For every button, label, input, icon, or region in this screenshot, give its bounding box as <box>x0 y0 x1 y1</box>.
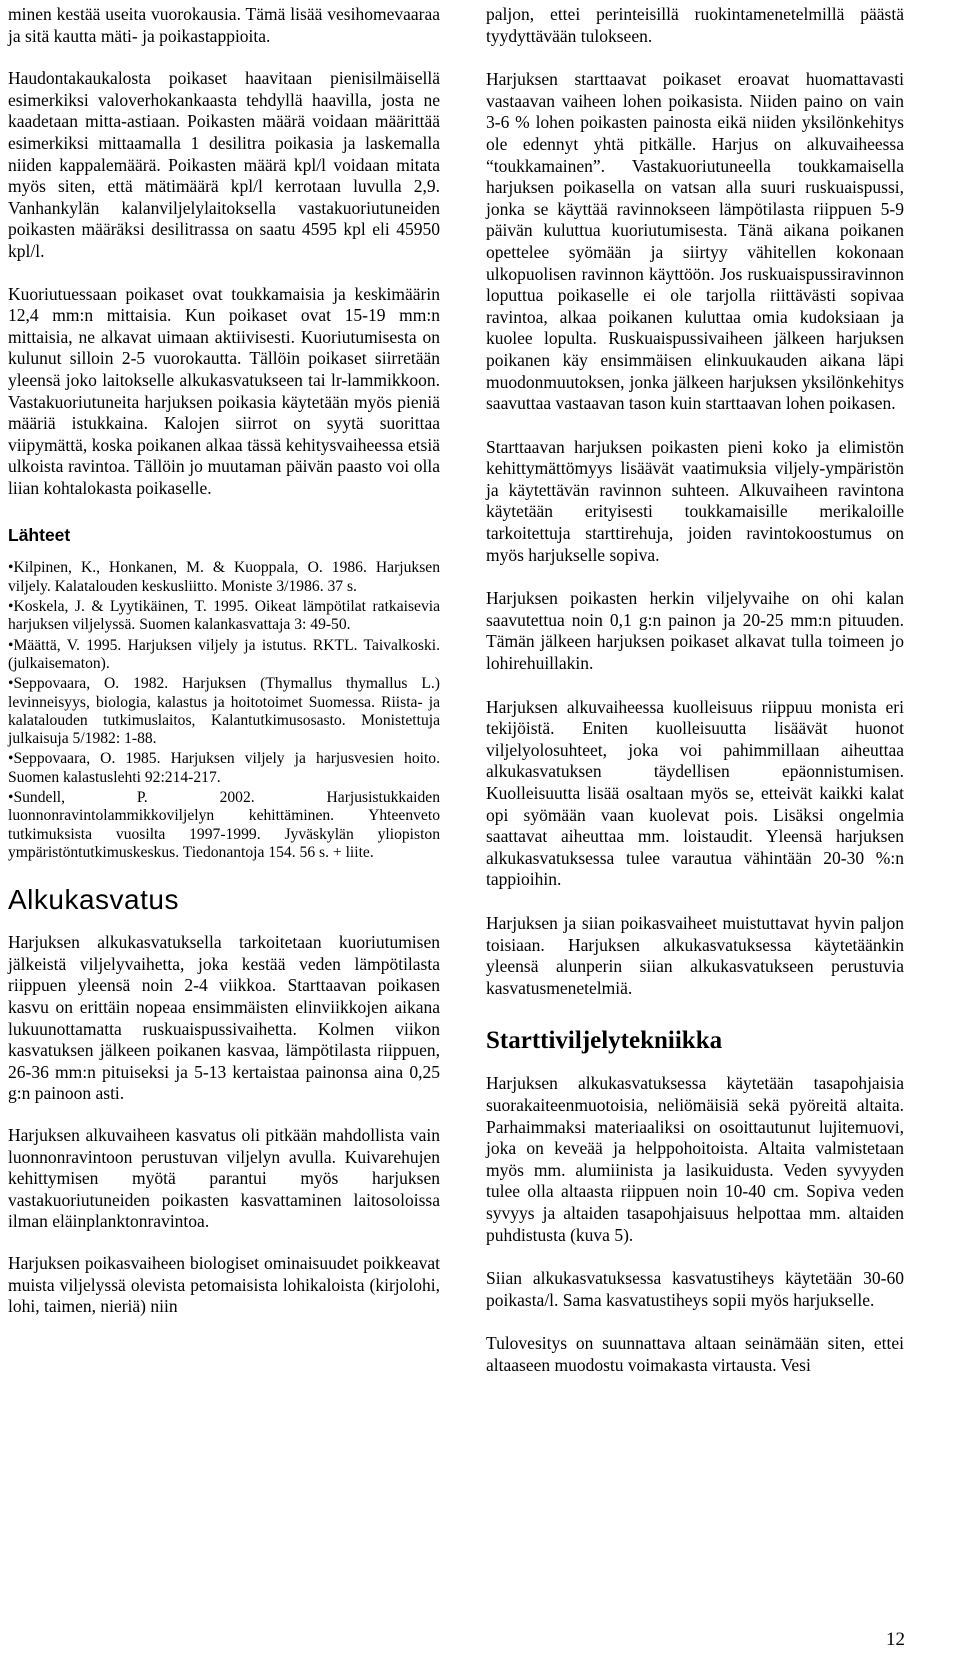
reference-item: •Seppovaara, O. 1982. Harjuksen (Thymallus thymallus L.) levinneisyys, biologia, kalastus ja hoitotoimet Suomessa. Riista- ja kalatalouden tutkimuslaitos, Kalantutkimusosasto. Monistettuja julkaisuja 5/1982: 1-88. <box>8 675 440 748</box>
paragraph: Kuoriutuessaan poikaset ovat toukkamaisia ja keskimäärin 12,4 mm:n mittaisia. Kun poikaset ovat 15-19 mm:n mittaisia, ne alkavat uimaan aktiivisesti. Kuoriutumisesta on kulunut silloin 2-5 vuorokautta. Tällöin poikaset siirretään yleensä joko laitokselle alkukasvatukseen tai lr-lammikkoon. Vastakuoriutuneita harjuksen poikasia käytetään myös pieniä määriä istukkaina. Kalojen siirrot on syytä suorittaa viipymättä, koska poikanen alkaa tässä kehitysvaiheessa etsiä ulkoista ravintoa. Tällöin jo muutaman päivän paasto voi olla liian kohtalokasta poikaselle. <box>8 283 440 498</box>
paragraph: Harjuksen alkuvaiheen kasvatus oli pitkään mahdollista vain luonnonravintoon perustuvan viljelyn avulla. Kuivarehujen kehittymisen myötä parantui myös harjuksen vastakuoriutuneiden poikasten kasvattaminen laitosoloissa ilman eläinplanktonravintoa. <box>8 1124 440 1232</box>
paragraph: Siian alkukasvatuksessa kasvatustiheys käytetään 30-60 poikasta/l. Sama kasvatustiheys sopii myös harjukselle. <box>486 1268 904 1310</box>
paragraph: Haudontakaukalosta poikaset haavitaan pienisilmäisellä esimerkiksi valoverhokankaasta tehdyllä haavilla, josta ne kaadetaan mitta-astiaan. Poikasten määrä voidaan määrittää esimerkiksi mittaamalla 1 desilitra poikasia ja laskemalla niiden kappalemäärä. Poikasten määrä kpl/l voidaan mitata myös siten, että mätimäärä kpl/l kerrotaan luvulla 2,9. Vanhankylän kalanviljelylaitoksella vastakuoriutuneiden poikasten määräksi desilitrassa on saatu 4595 kpl eli 45950 kpl/l. <box>8 68 440 261</box>
section-heading: Starttiviljelytekniikka <box>486 1027 723 1055</box>
page-number: 12 <box>886 1629 905 1650</box>
reference-item: •Seppovaara, O. 1985. Harjuksen viljely ja harjusvesien hoito. Suomen kalastuslehti 92:214-217. <box>8 750 440 786</box>
references-heading: Lähteet <box>8 525 71 546</box>
reference-item: •Määttä, V. 1995. Harjuksen viljely ja istutus. RKTL. Taivalkoski. (julkaisematon). <box>8 636 440 672</box>
reference-item: •Koskela, J. & Lyytikäinen, T. 1995. Oikeat lämpötilat ratkaisevia harjuksen viljelyssä. Suomen kalankasvattaja 3: 49-50. <box>8 598 440 634</box>
reference-list <box>8 559 440 862</box>
paragraph: minen kestää useita vuorokausia. Tämä lisää vesihomevaaraa ja sitä kautta mäti- ja poikastappioita. <box>8 4 440 46</box>
right-column <box>486 0 904 1376</box>
paragraph: Harjuksen poikasvaiheen biologiset ominaisuudet poikkeavat muista viljelyssä olevista petomaisista lohikaloista (kirjolohi, lohi, taimen, nieriä) niin <box>8 1252 440 1317</box>
paragraph: Harjuksen poikasten herkin viljelyvaihe on ohi kalan saavutettua noin 0,1 g:n painon ja 20-25 mm:n pituuden. Tämän jälkeen harjuksen poikaset alkavat tulla toimeen jo lohirehuillakin. <box>486 588 904 674</box>
paragraph: Harjuksen alkukasvatuksessa käytetään tasapohjaisia suorakaiteenmuotoisia, neliömäisiä sekä pyöreitä altaita. Parhaimmaksi materiaaliksi on osoittautunut lujitemuovi, joka on keveää ja helppohoitoista. Altaita valmistetaan myös mm. alumiinista ja lasikuidusta. Veden syvyyden tulee olla altaasta riippuen noin 10-40 cm. Sopiva veden syvyys ja altaiden tasapohjaisuus helpottaa mm. altaiden puhdistusta (kuva 5). <box>486 1073 904 1245</box>
paragraph: Tulovesitys on suunnattava altaan seinämään siten, ettei altaaseen muodostu voimakasta virtausta. Vesi <box>486 1333 904 1375</box>
paragraph: Harjuksen starttaavat poikaset eroavat huomattavasti vastaavan vaiheen lohen poikasista. Niiden paino on vain 3-6 % lohen poikasten painosta eikä niiden yksilönkehitys ole edennyt yhtä pitkälle. Harjus on alkuvaiheessa “toukkamainen”. Vastakuoriutuneella toukkamaisella harjuksen poikasella on vatsan alla suuri ruskuaispussi, jonka se käyttää ravinnokseen lämpötilasta riippuen 5-9 päivän kuluttua kuoriutumisesta. Tänä aikana poikanen opettelee syömään ja siirtyy vähitellen kokonaan ulkopuolisen ravinnon käyttöön. Jos ruskuaispussiravinnon loputtua poikaselle ei ole tarjolla riittävästi sopivaa ravintoa, alkaa poikanen kuluttaa omia kudoksiaan ja kuolee lopulta. Ruskuaispussivaiheen jälkeen harjuksen poikanen käy ensimmäisen elinkuukauden aikana läpi muodonmuutoksen, jonka jälkeen harjuksen yksilönkehitys saavuttaa vastaavan tason kuin starttaavan lohen poikasen. <box>486 69 904 414</box>
paragraph: Harjuksen ja siian poikasvaiheet muistuttavat hyvin paljon toisiaan. Harjuksen alkukasvatuksessa käytetäänkin yleensä alunperin siian alkukasvatukseen perustuvia kasvatusmenetelmiä. <box>486 912 904 998</box>
paragraph: paljon, ettei perinteisillä ruokintamenetelmillä päästä tyydyttävään tulokseen. <box>486 4 904 46</box>
paragraph: Harjuksen alkuvaiheessa kuolleisuus riippuu monista eri tekijöistä. Eniten kuolleisuutta lisäävät huonot viljelyolosuhteet, joka voi pahimmillaan aiheuttaa alkukasvatuksen täydellisen epäonnistumisen. Kuolleisuutta lisää osaltaan myös se, etteivät kaikki kalat opi syömään vaan kuolevat pois. Lisäksi ongelmia saattavat aiheuttaa mm. loistaudit. Yleensä harjuksen alkukasvatuksessa tulee varautua vähintään 20-30 %:n tappioihin. <box>486 696 904 890</box>
section-heading: Alkukasvatus <box>8 884 179 916</box>
paragraph: Harjuksen alkukasvatuksella tarkoitetaan kuoriutumisen jälkeistä viljelyvaihetta, joka kestää veden lämpötilasta riippuen yleensä noin 2-4 viikkoa. Starttaavan poikasen kasvu on erittäin nopeaa ensimmäisten elinviikkojen aikana lukuunottamatta ruskuaispussivaihetta. Kolmen viikon kasvatuksen jälkeen poikanen kasvaa, lämpötilasta riippuen, 26-36 mm:n pituiseksi ja 5-13 kertaistaa painonsa aina 0,25 g:n painoon asti. <box>8 932 440 1104</box>
paragraph: Starttaavan harjuksen poikasten pieni koko ja elimistön kehittymättömyys lisäävät vaatimuksia viljely-ympäristön ja käytettävän ravinnon suhteen. Alkuvaiheen ravintona käytetään erityisesti toukkamaisille merikaloille tarkoitettuja starttirehuja, joiden ravintokoostumus on myös harjukselle sopiva. <box>486 436 904 565</box>
reference-item: •Sundell, P. 2002. Harjusistukkaiden luonnonravintolammikkoviljelyn kehittäminen. Yhteenveto tutkimuksista vuosilta 1997-1999. Jyväskylän yliopiston ympäristöntutkimuskeskus. Tiedonantoja 154. 56 s. + liite. <box>8 789 440 861</box>
left-column <box>8 0 440 1318</box>
reference-item: •Kilpinen, K., Honkanen, M. & Kuoppala, O. 1986. Harjuksen viljely. Kalatalouden keskusliitto. Moniste 3/1986. 37 s. <box>8 559 440 595</box>
